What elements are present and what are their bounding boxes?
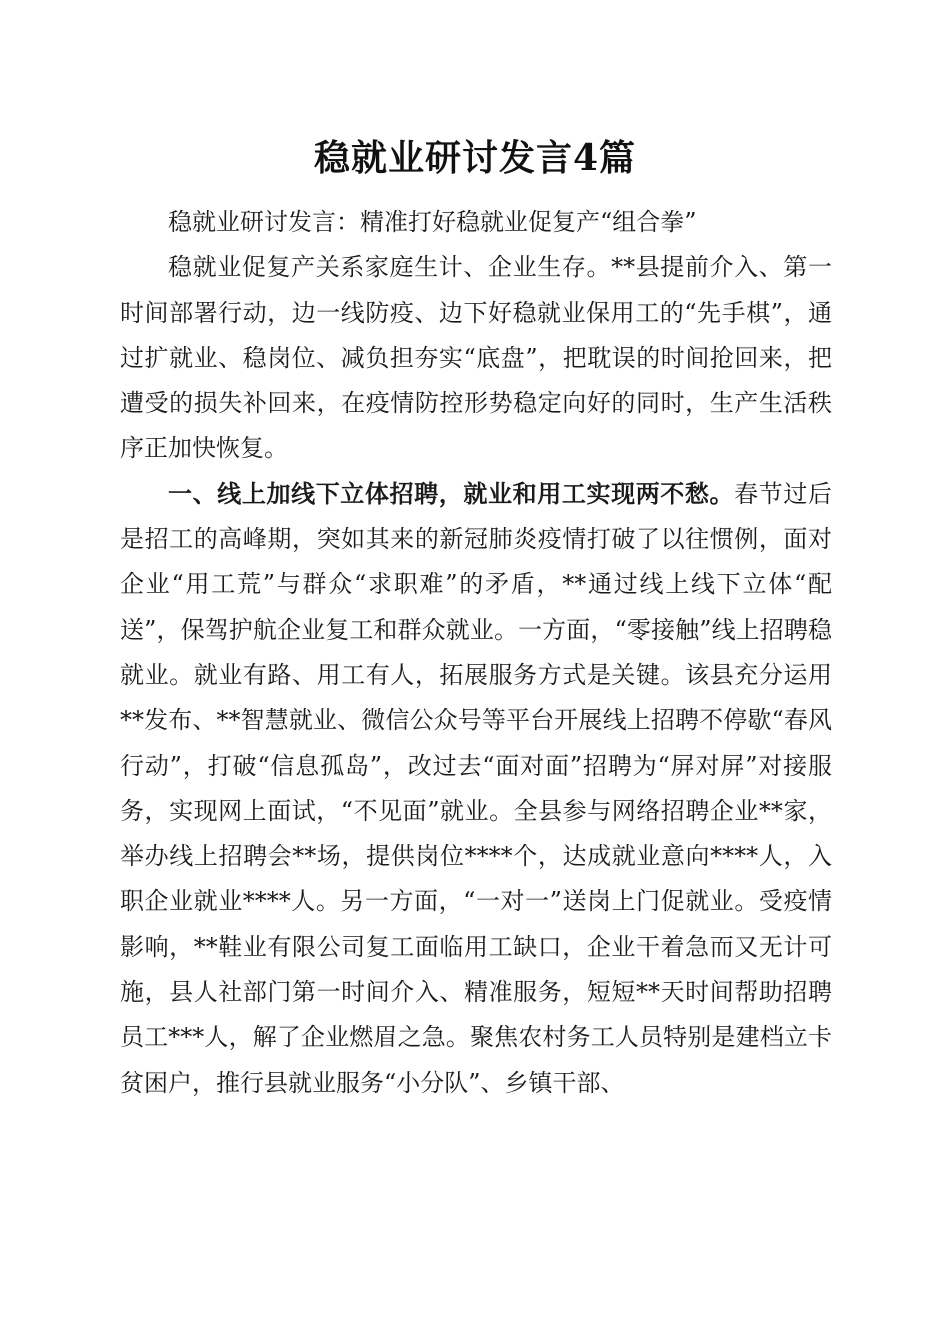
- section-1-body: 春节过后是招工的高峰期，突如其来的新冠肺炎疫情打破了以往惯例，面对企业“用工荒”与群众“求职难”的矛盾，**通过线上线下立体“配送”，保驾护航企业复工和群众就业。一方面，“零接触”线上招聘稳就业。就业有路、用工有人，拓展服务方式是关键。该县充分运用**发布、**智慧就业、微信公众号等平台开展线上招聘不停歇“春风行动”，打破“信息孤岛”，改过去“面对面”招聘为“屏对屏”对接服务，实现网上面试，“不见面”就业。全县参与网络招聘企业**家，举办线上招聘会**场，提供岗位****个，达成就业意向****人，入职企业就业****人。另一方面，“一对一”送岗上门促就业。受疫情影响，**鞋业有限公司复工面临用工缺口，企业干着急而又无计可施，县人社部门第一时间介入、精准服务，短短**天时间帮助招聘员工***人，解了企业燃眉之急。聚焦农村务工人员特别是建档立卡贫困户，推行县就业服务“小分队”、乡镇干部、: [120, 479, 833, 1097]
- intro-paragraph: 稳就业促复产关系家庭生计、企业生存。**县提前介入、第一时间部署行动，边一线防疫、边下好稳就业保用工的“先手棋”，通过扩就业、稳岗位、减负担夯实“底盘”，把耽误的时间抢回来，把遭受的损失补回来，在疫情防控形势稳定向好的同时，生产生活秩序正加快恢复。: [120, 253, 832, 463]
- section-1-heading: 一、线上加线下立体招聘，就业和用工实现两不愁。: [168, 479, 735, 508]
- section-1-paragraph: [120, 472, 832, 1106]
- document-body: [120, 200, 832, 1106]
- document-title: 稳就业研讨发言4篇: [313, 137, 637, 179]
- subtitle-paragraph: 稳就业研讨发言：精准打好稳就业促复产“组合拳”: [168, 208, 697, 236]
